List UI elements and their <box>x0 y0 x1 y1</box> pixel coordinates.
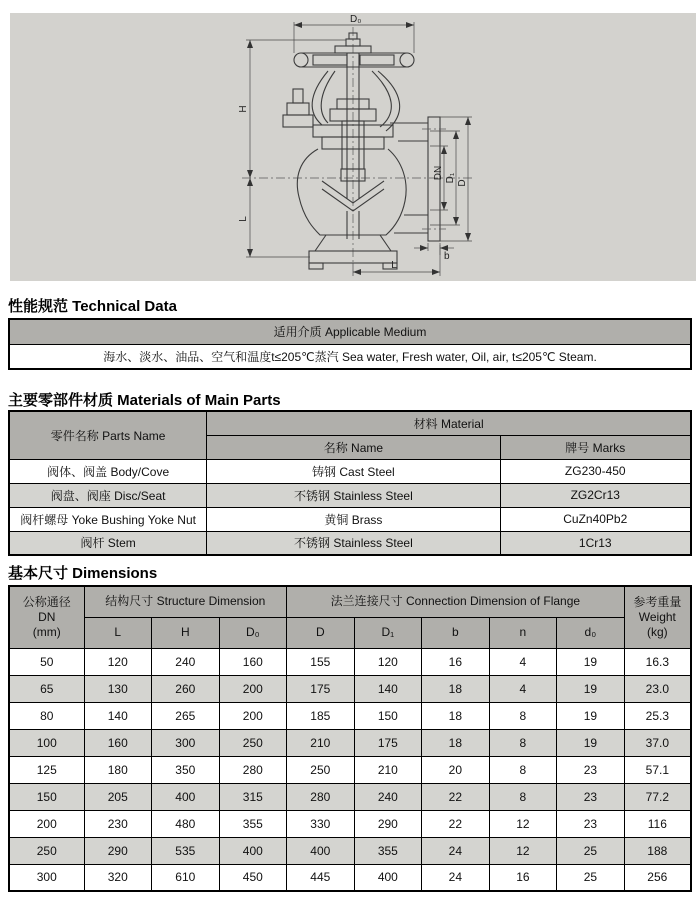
cell: 250 <box>287 756 355 783</box>
cell: 140 <box>84 702 152 729</box>
part-name: 阀体、阀盖 Body/Cove <box>9 459 207 483</box>
col-n: n <box>489 617 557 648</box>
cell: 8 <box>489 729 557 756</box>
weight-line-2: Weight <box>638 609 676 624</box>
cell: 150 <box>354 702 422 729</box>
part-name: 阀杆螺母 Yoke Bushing Yoke Nut <box>9 507 207 531</box>
materials-col-parts: 零件名称 Parts Name <box>9 411 207 459</box>
cell: 200 <box>219 702 287 729</box>
cell: 130 <box>84 675 152 702</box>
col-D0: D₀ <box>219 617 287 648</box>
dimensions-row <box>9 783 691 810</box>
dim-label-b: b <box>444 251 450 262</box>
cell: 19 <box>557 702 625 729</box>
cell: 200 <box>9 810 84 837</box>
material-mark: ZG2Cr13 <box>500 483 691 507</box>
dim-b <box>414 243 454 262</box>
cell: 330 <box>287 810 355 837</box>
cell: 175 <box>287 675 355 702</box>
materials-col-marks: 牌号 Marks <box>500 435 691 459</box>
materials-row <box>9 507 691 531</box>
cell: 140 <box>354 675 422 702</box>
cell: 300 <box>152 729 220 756</box>
col-d0: d₀ <box>557 617 625 648</box>
dim-label-l-bottom: L <box>391 260 397 271</box>
material-mark: CuZn40Pb2 <box>500 507 691 531</box>
bonnet <box>283 89 393 149</box>
cell: 24 <box>422 837 490 864</box>
dim-label-d1: D₁ <box>445 172 456 184</box>
dim-l-left <box>238 178 310 257</box>
cell: 188 <box>624 837 691 864</box>
cell: 12 <box>489 810 557 837</box>
cell: 280 <box>287 783 355 810</box>
cell: 175 <box>354 729 422 756</box>
cell: 37.0 <box>624 729 691 756</box>
col-D1: D₁ <box>354 617 422 648</box>
cell: 19 <box>557 729 625 756</box>
cell: 320 <box>84 864 152 891</box>
cell: 610 <box>152 864 220 891</box>
cell: 22 <box>422 783 490 810</box>
cell: 8 <box>489 783 557 810</box>
dn-line-1: 公称通径 <box>22 594 71 609</box>
col-H: H <box>152 617 220 648</box>
cell: 20 <box>422 756 490 783</box>
cell: 8 <box>489 756 557 783</box>
cell: 260 <box>152 675 220 702</box>
dim-label-h: H <box>238 105 249 113</box>
cell: 125 <box>9 756 84 783</box>
materials-table <box>8 410 692 556</box>
cell: 265 <box>152 702 220 729</box>
cell: 210 <box>354 756 422 783</box>
materials-row <box>9 459 691 483</box>
material-name: 不锈钢 Stainless Steel <box>207 483 500 507</box>
part-name: 阀杆 Stem <box>9 531 207 555</box>
cell: 355 <box>354 837 422 864</box>
cell: 18 <box>422 702 490 729</box>
cell: 16 <box>489 864 557 891</box>
material-mark: 1Cr13 <box>500 531 691 555</box>
cell: 160 <box>219 648 287 675</box>
col-L: L <box>84 617 152 648</box>
cell: 80 <box>9 702 84 729</box>
cell: 12 <box>489 837 557 864</box>
material-name: 不锈钢 Stainless Steel <box>207 531 500 555</box>
valve-technical-drawing <box>10 13 696 281</box>
cell: 155 <box>287 648 355 675</box>
dimensions-row <box>9 702 691 729</box>
valve-body <box>297 149 406 239</box>
cell: 280 <box>219 756 287 783</box>
cell: 77.2 <box>624 783 691 810</box>
cell: 8 <box>489 702 557 729</box>
weight-line-1: 参考重量 <box>633 594 682 609</box>
dim-label-l-left: L <box>238 216 249 222</box>
dimensions-table <box>8 585 692 892</box>
dimensions-col-weight <box>624 586 691 648</box>
cell: 300 <box>9 864 84 891</box>
dimensions-row <box>9 864 691 891</box>
cell: 480 <box>152 810 220 837</box>
cell: 230 <box>84 810 152 837</box>
cell: 180 <box>84 756 152 783</box>
yoke <box>312 71 399 131</box>
cell: 16.3 <box>624 648 691 675</box>
material-name: 铸钢 Cast Steel <box>207 459 500 483</box>
part-name: 阀盘、阀座 Disc/Seat <box>9 483 207 507</box>
cell: 25 <box>557 864 625 891</box>
dimensions-row <box>9 675 691 702</box>
cell: 150 <box>9 783 84 810</box>
cell: 18 <box>422 729 490 756</box>
cell: 355 <box>219 810 287 837</box>
cell: 23.0 <box>624 675 691 702</box>
col-b: b <box>422 617 490 648</box>
dimensions-row <box>9 648 691 675</box>
handwheel <box>294 33 414 67</box>
dimensions-row <box>9 756 691 783</box>
cell: 400 <box>287 837 355 864</box>
cell: 22 <box>422 810 490 837</box>
cell: 24 <box>422 864 490 891</box>
dimensions-row <box>9 837 691 864</box>
dim-label-dn: DN <box>433 165 444 181</box>
cell: 23 <box>557 756 625 783</box>
cell: 250 <box>219 729 287 756</box>
cell: 445 <box>287 864 355 891</box>
cell: 50 <box>9 648 84 675</box>
cell: 25 <box>557 837 625 864</box>
cell: 400 <box>354 864 422 891</box>
dim-label-d0: D₀ <box>350 14 362 25</box>
cell: 210 <box>287 729 355 756</box>
dn-line-3: (mm) <box>32 624 61 639</box>
section-title-materials: 主要零部件材质 Materials of Main Parts <box>8 392 281 409</box>
cell: 185 <box>287 702 355 729</box>
cell: 23 <box>557 783 625 810</box>
technical-data-table <box>8 318 692 370</box>
cell: 57.1 <box>624 756 691 783</box>
dim-l-bottom <box>353 245 440 276</box>
material-mark: ZG230-450 <box>500 459 691 483</box>
cell: 256 <box>624 864 691 891</box>
cell: 4 <box>489 675 557 702</box>
cell: 350 <box>152 756 220 783</box>
section-title-dimensions: 基本尺寸 Dimensions <box>8 565 158 582</box>
material-name: 黄铜 Brass <box>207 507 500 531</box>
cell: 205 <box>84 783 152 810</box>
cell: 535 <box>152 837 220 864</box>
cell: 19 <box>557 675 625 702</box>
cell: 25.3 <box>624 702 691 729</box>
cell: 116 <box>624 810 691 837</box>
cell: 450 <box>219 864 287 891</box>
cell: 120 <box>84 648 152 675</box>
cell: 100 <box>9 729 84 756</box>
cell: 4 <box>489 648 557 675</box>
cell: 315 <box>219 783 287 810</box>
cell: 400 <box>219 837 287 864</box>
dimensions-col-dn <box>9 586 84 648</box>
cell: 240 <box>354 783 422 810</box>
cell: 290 <box>84 837 152 864</box>
dn-line-2: DN <box>38 609 56 624</box>
weight-line-3: (kg) <box>646 624 668 639</box>
cell: 23 <box>557 810 625 837</box>
dimensions-group-flange: 法兰连接尺寸 Connection Dimension of Flange <box>287 586 625 617</box>
materials-row <box>9 531 691 555</box>
valve-drawing-svg <box>10 13 696 281</box>
cell: 200 <box>219 675 287 702</box>
cell: 18 <box>422 675 490 702</box>
cell: 19 <box>557 648 625 675</box>
cell: 400 <box>152 783 220 810</box>
dim-label-d: D <box>457 179 468 187</box>
materials-col-name: 名称 Name <box>207 435 500 459</box>
cell: 240 <box>152 648 220 675</box>
cell: 65 <box>9 675 84 702</box>
section-title-technical-data: 性能规范 Technical Data <box>8 298 177 315</box>
cell: 290 <box>354 810 422 837</box>
cell: 16 <box>422 648 490 675</box>
materials-row <box>9 483 691 507</box>
dimensions-group-structure: 结构尺寸 Structure Dimension <box>84 586 287 617</box>
technical-data-header: 适用介质 Applicable Medium <box>9 319 691 344</box>
cell: 120 <box>354 648 422 675</box>
applicable-medium-value: 海水、淡水、油品、空气和温度t≤205℃蒸汽 Sea water, Fresh water, Oil, air, t≤205℃ Steam. <box>9 344 691 369</box>
col-D: D <box>287 617 355 648</box>
materials-col-material: 材料 Material <box>207 411 691 435</box>
cell: 160 <box>84 729 152 756</box>
cell: 250 <box>9 837 84 864</box>
dimensions-row <box>9 729 691 756</box>
dimensions-row <box>9 810 691 837</box>
